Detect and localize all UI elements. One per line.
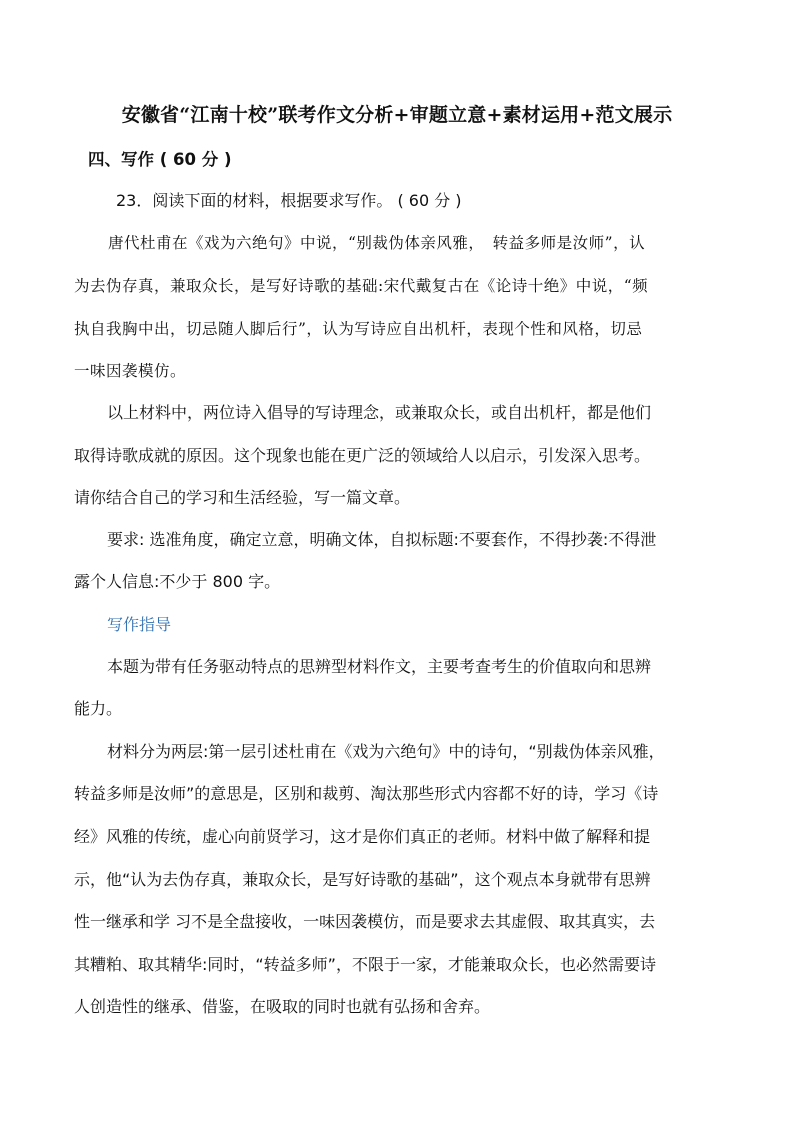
prompt-line: 取得诗歌成就的原因。这个现象也能在更广泛的领域给人以启示，引发深入思考。	[74, 446, 651, 465]
guidance-line: 本题为带有任务驱动特点的思辨型材料作文，主要考查考生的价值取向和思辨	[107, 657, 652, 676]
material-line: 一味因袭模仿。	[74, 362, 187, 380]
material-line: 唐代杜甫在《戏为六绝句》中说，“别裁伪体亲风雅， 转益多师是汝师”，认	[108, 234, 646, 252]
prompt-line: 以上材料中，两位诗入倡导的写诗理念，或兼取众长，或自出机杆，都是他们	[107, 403, 652, 422]
guidance-line: 经》风雅的传统，虚心向前贤学习，这才是你们真正的老师。材料中做了解释和提	[74, 827, 651, 846]
guidance-line: 性一继承和学 习不是全盘接收，一味因袭模仿，而是要求去其虚假、取其真实，去	[74, 912, 656, 931]
requirement-line: 要求: 选准角度，确定立意，明确文体，自拟标题:不要套作，不得抄袭:不得泄	[107, 530, 657, 549]
material-line: 执自我胸中出，切忌随人脚后行”，认为写诗应自出机杆，表现个性和风格，切忌	[74, 320, 643, 338]
guidance-line: 转益多师是汝师”的意思是，区别和裁剪、淘汰那些形式内容都不好的诗，学习《诗	[74, 784, 659, 803]
prompt-line: 请你结合自己的学习和生活经验，写一篇文章。	[74, 488, 411, 507]
guidance-line: 人创造性的继承、借鉴，在吸取的同时也就有弘扬和舍弃。	[74, 997, 491, 1016]
guidance-heading: 写作指导	[107, 615, 172, 634]
document-title: 安徽省“江南十校”联考作文分析+审题立意+素材运用+范文展示	[121, 104, 673, 126]
guidance-line: 示，他“认为去伪存真，兼取众长，是写好诗歌的基础”，这个观点本身就带有思辨	[74, 870, 651, 889]
guidance-line: 材料分为两层:第一层引述杜甫在《戏为六绝句》中的诗句，“别裁伪体亲风雅，	[107, 742, 665, 761]
question-line: 23．阅读下面的材料，根据要求写作。 ( 60 分 )	[116, 191, 462, 210]
section-heading: 四、写作 ( 60 分 )	[88, 150, 232, 169]
guidance-line: 其糟粕、取其精华:同时，“转益多师”，不限于一家，才能兼取众长，也必然需要诗	[74, 955, 656, 974]
requirement-line: 露个人信息:不少于 800 字。	[74, 572, 281, 591]
guidance-line: 能力。	[74, 699, 123, 718]
material-line: 为去伪存真，兼取众长，是写好诗歌的基础:宋代戴复古在《论诗十绝》中说，“频	[74, 277, 649, 295]
